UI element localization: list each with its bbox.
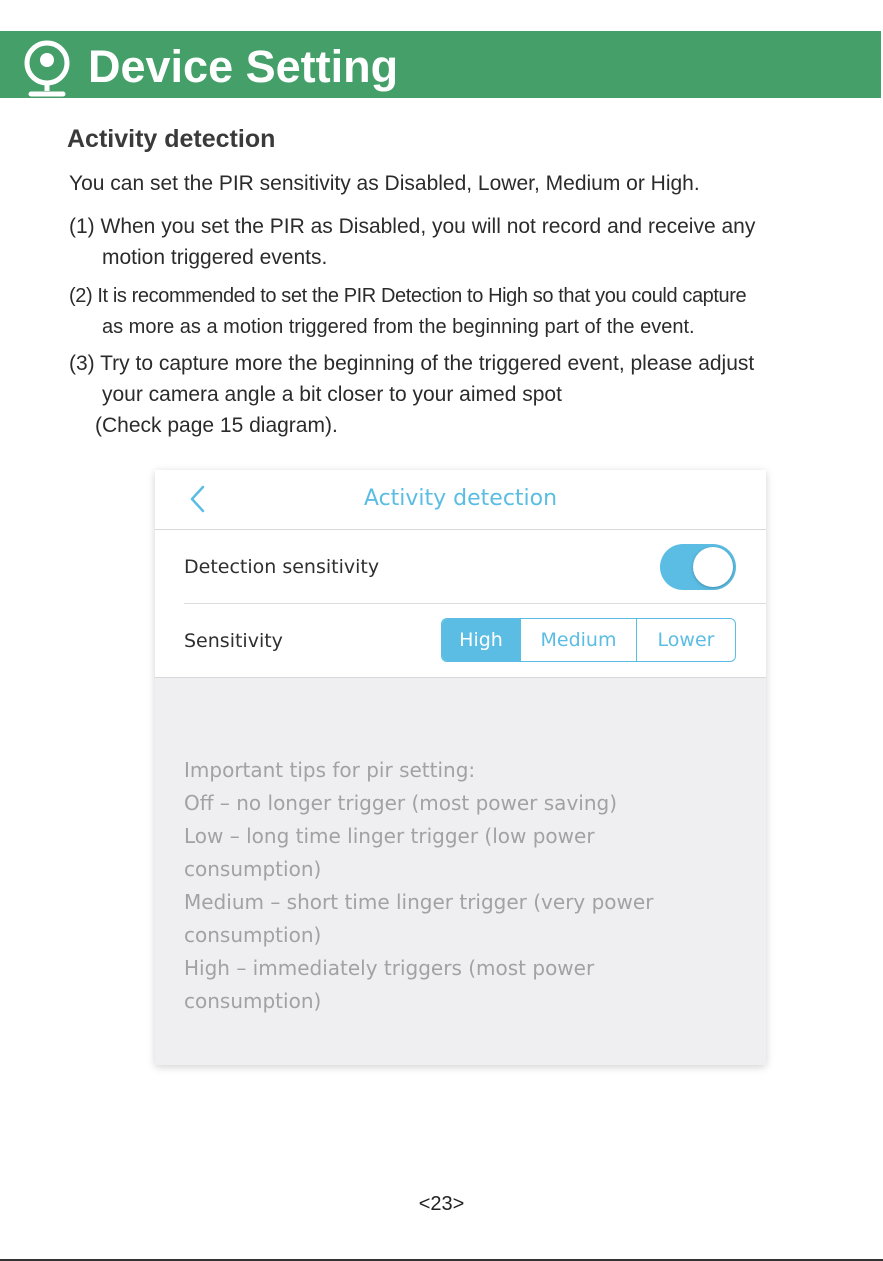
tip-line: consumption) <box>184 923 322 947</box>
instruction-line: (3) Try to capture more the beginning of the triggered event, please adjust <box>69 352 755 375</box>
page-title: Device Setting <box>88 41 399 92</box>
tip-line: Low – long time linger trigger (low power <box>184 824 595 848</box>
tip-line: consumption) <box>184 857 322 881</box>
tip-line: consumption) <box>184 989 322 1013</box>
detection-sensitivity-toggle[interactable] <box>660 544 736 590</box>
instruction-item-2 <box>69 281 859 343</box>
toggle-knob <box>693 547 733 587</box>
header-bar <box>0 31 881 98</box>
tip-line: Off – no longer trigger (most power saving) <box>184 791 618 815</box>
instruction-item-3 <box>69 348 859 441</box>
instruction-item-1 <box>69 211 859 273</box>
app-nav-title: Activity detection <box>363 486 558 511</box>
page-number: <23> <box>418 1193 465 1215</box>
instruction-line: (Check page 15 diagram). <box>95 414 338 437</box>
app-nav-bar <box>155 470 766 530</box>
pir-tips <box>184 754 653 1018</box>
sensitivity-option-lower[interactable]: Lower <box>636 619 735 661</box>
camera-icon <box>21 39 73 99</box>
sensitivity-option-medium[interactable]: Medium <box>520 619 636 661</box>
instruction-line: motion triggered events. <box>102 246 328 269</box>
instruction-line: (2) It is recommended to set the PIR Detection to High so that you could capture <box>69 285 747 307</box>
sensitivity-row <box>184 604 766 677</box>
settings-group <box>155 530 766 678</box>
intro-text: You can set the PIR sensitivity as Disabled, Lower, Medium or High. <box>69 172 700 195</box>
instruction-line: as more as a motion triggered from the beginning part of the event. <box>102 316 695 338</box>
sensitivity-option-high[interactable]: High <box>442 619 520 661</box>
tip-line: High – immediately triggers (most power <box>184 956 595 980</box>
tip-line: Important tips for pir setting: <box>184 758 476 782</box>
instruction-line: (1) When you set the PIR as Disabled, you will not record and receive any <box>69 215 756 238</box>
app-screenshot <box>155 470 766 1065</box>
tip-line: Medium – short time linger trigger (very power <box>184 890 654 914</box>
instruction-line: your camera angle a bit closer to your aimed spot <box>102 383 562 406</box>
detection-sensitivity-row <box>184 530 766 604</box>
section-title: Activity detection <box>67 125 276 153</box>
sensitivity-segmented-control <box>441 618 736 662</box>
sensitivity-label: Sensitivity <box>184 630 283 652</box>
detection-sensitivity-label: Detection sensitivity <box>184 556 380 578</box>
